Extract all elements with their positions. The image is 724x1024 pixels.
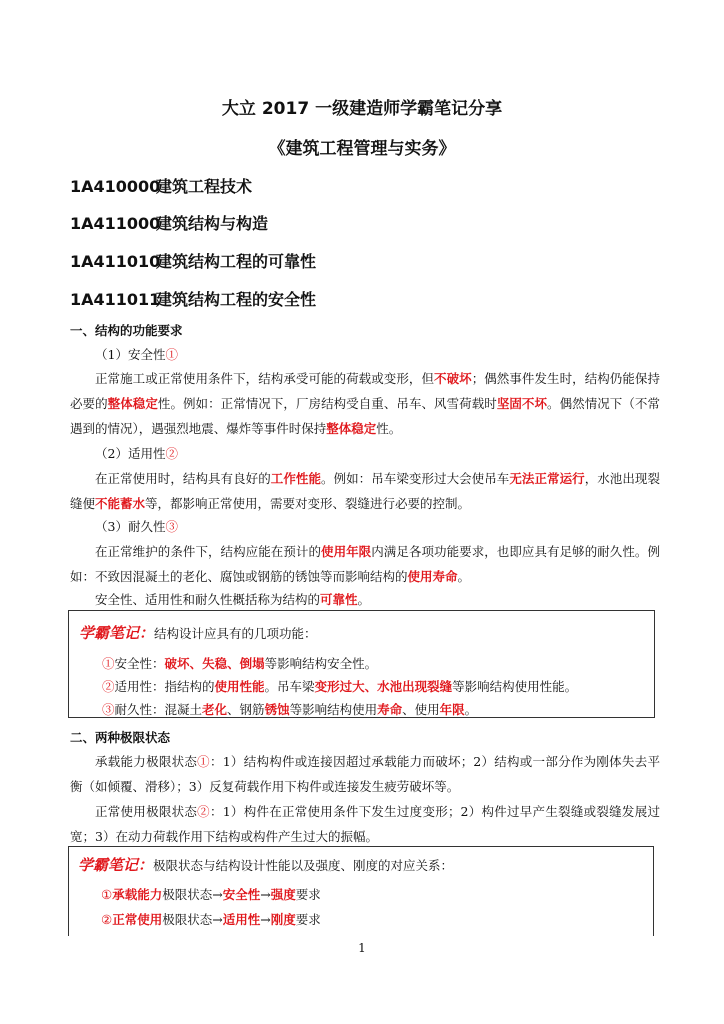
heading-code: 1A411000 <box>70 214 161 233</box>
circled-marker: ② <box>165 446 178 461</box>
note-box-left-rule <box>68 846 69 936</box>
highlight: 承载能力 <box>112 887 163 902</box>
highlight: 水池出现裂缝 <box>377 679 453 694</box>
note-label: 学霸笔记： <box>79 624 155 642</box>
text: 耐久性：混凝土 <box>114 702 203 717</box>
highlight: 适用性 <box>222 912 261 927</box>
subheading-applicability <box>95 441 178 466</box>
heading-text: 建筑结构工程的可靠性 <box>156 252 317 271</box>
text: 、使用 <box>402 702 440 717</box>
text: 要求 <box>295 912 321 927</box>
note-line-applicability <box>102 674 577 699</box>
subheading-durability <box>95 514 178 539</box>
text: 适用性：指结构的 <box>114 679 215 694</box>
highlight: 老化 <box>202 702 228 717</box>
heading-1a411010 <box>70 249 316 272</box>
text: → <box>260 912 271 927</box>
highlight: 倒塌 <box>239 656 265 671</box>
highlight: 使用寿命 <box>407 569 458 584</box>
text: 、钢筋 <box>227 702 265 717</box>
circled-marker: ① <box>101 887 113 902</box>
study-note-box-1 <box>68 610 655 718</box>
note2-line-ultimate <box>101 882 321 907</box>
subheading-label: （1）安全性 <box>95 347 166 362</box>
note-label: 学霸笔记： <box>78 856 154 874</box>
text: 在正常使用时，结构具有良好的 <box>95 471 271 486</box>
note-box-right-rule <box>653 846 654 936</box>
text: 要求 <box>295 887 321 902</box>
text: 。例如：吊车梁变形过大会使吊车 <box>321 471 510 486</box>
text: 承载能力极限状态 <box>95 754 198 769</box>
heading-text: 建筑结构与构造 <box>156 214 269 233</box>
highlight: 锈蚀 <box>264 702 290 717</box>
section-title-limit-states: 二、两种极限状态 <box>70 730 171 745</box>
highlight: 正常使用 <box>112 912 163 927</box>
highlight: 工作性能 <box>270 471 322 486</box>
text: 。 <box>357 592 371 607</box>
text: ，水池出现裂缝便 <box>70 471 660 511</box>
note2-line-serviceability <box>101 907 321 932</box>
circled-marker: ① <box>165 347 178 362</box>
heading-text: 建筑工程技术 <box>156 177 253 196</box>
subheading-label: （2）适用性 <box>95 446 166 461</box>
highlight: 、 <box>227 656 240 671</box>
highlight: 可靠性 <box>320 592 358 607</box>
circled-marker: ③ <box>102 702 115 717</box>
text: 安全性、适用性和耐久性概括称为结构的 <box>95 592 321 607</box>
highlight: 刚度 <box>270 912 296 927</box>
paragraph-serviceability-limit-state <box>70 799 660 849</box>
text: 。 <box>464 702 478 717</box>
text: 等，都影响正常使用，需要对变形、裂缝进行必要的控制。 <box>145 496 471 511</box>
text: ；偶然事件发生时，结构仍能保持必要的 <box>70 371 660 411</box>
highlight: 不能蓄水 <box>95 496 146 511</box>
highlight: 坚固不坏 <box>496 396 548 411</box>
heading-code: 1A411011 <box>70 290 161 309</box>
note-header <box>79 621 317 646</box>
highlight: 寿命 <box>377 702 403 717</box>
heading-1a411000 <box>70 211 268 234</box>
text: 。吊车梁 <box>264 679 315 694</box>
document-subtitle: 《建筑工程管理与实务》 <box>268 139 456 159</box>
text: → <box>260 887 271 902</box>
text: 正常使用极限状态 <box>95 804 198 819</box>
text: ：1）结构构件或连接因超过承载能力而破坏；2）结构或一部分作为刚体失去平衡（如倾覆、滑移）；3）反复荷载作用下构件或连接发生疲劳破坏等。 <box>70 754 660 794</box>
highlight: 、 <box>364 679 378 694</box>
circled-marker: ① <box>197 754 210 769</box>
highlight: 强度 <box>270 887 296 902</box>
text: ：1）构件在正常使用条件下发生过度变形；2）构件过早产生裂缝或裂缝发展过宽；3）在动力荷载作用下结构或构件产生过大的振幅。 <box>70 804 660 844</box>
paragraph-durability <box>70 539 660 589</box>
paragraph-safety <box>70 366 660 441</box>
heading-1a411011 <box>70 287 316 310</box>
circled-marker: ③ <box>165 519 178 534</box>
note-box-top-rule <box>68 846 653 847</box>
text: 等影响结构安全性。 <box>264 656 378 671</box>
text: 极限状态→ <box>162 887 223 902</box>
paragraph-ultimate-limit-state <box>70 749 660 799</box>
circled-marker: ② <box>102 679 115 694</box>
circled-marker: ① <box>102 656 115 671</box>
note-intro: 结构设计应具有的几项功能： <box>154 626 317 641</box>
highlight: 使用性能 <box>214 679 265 694</box>
text: 。偶然情况下（不常遇到的情况），遇强烈地震、爆炸等事件时保持 <box>70 396 660 436</box>
highlight: 安全性 <box>222 887 261 902</box>
document-title: 大立 2017 一级建造师学霸笔记分享 <box>221 99 503 119</box>
highlight: 变形过大 <box>314 679 365 694</box>
note2-header <box>78 853 453 878</box>
text: 。 <box>457 569 471 584</box>
section-title-functional-requirements: 一、结构的功能要求 <box>70 323 183 338</box>
circled-marker: ② <box>197 804 210 819</box>
text: 性。 <box>376 421 402 436</box>
heading-code: 1A410000 <box>70 177 161 196</box>
highlight: 整体稳定 <box>107 396 158 411</box>
highlight: 失稳 <box>202 656 228 671</box>
paragraph-applicability <box>70 466 660 516</box>
circled-marker: ② <box>101 912 113 927</box>
note-intro: 极限状态与结构设计性能以及强度、刚度的对应关系： <box>153 858 454 873</box>
highlight: 年限 <box>439 702 465 717</box>
highlight: 、 <box>189 656 203 671</box>
heading-code: 1A411010 <box>70 252 161 271</box>
highlight: 整体稳定 <box>326 421 377 436</box>
heading-1a410000 <box>70 174 252 197</box>
page-number: 1 <box>358 941 366 955</box>
text: 性。例如：正常情况下，厂房结构受自重、吊车、风雪荷载时 <box>157 396 497 411</box>
highlight: 使用年限 <box>321 544 372 559</box>
text: 等影响结构使用 <box>289 702 378 717</box>
text: 正常施工或正常使用条件下，结构承受可能的荷载或变形，但 <box>95 371 435 386</box>
paragraph-summary <box>70 587 660 612</box>
highlight: 破坏 <box>164 656 190 671</box>
text: 极限状态→ <box>162 912 223 927</box>
subheading-safety <box>95 342 178 367</box>
text: 等影响结构使用性能。 <box>452 679 578 694</box>
heading-text: 建筑结构工程的安全性 <box>156 290 317 309</box>
text: 内满足各项功能要求，也即应具有足够的耐久性。例如：不致因混凝土的老化、腐蚀或钢筋的锈蚀等而影响结构的 <box>70 544 660 584</box>
subheading-label: （3）耐久性 <box>95 519 166 534</box>
text: 安全性： <box>114 656 165 671</box>
highlight: 不破坏 <box>434 371 472 386</box>
highlight: 无法正常运行 <box>509 471 585 486</box>
text: 在正常维护的条件下，结构应能在预计的 <box>95 544 322 559</box>
note-line-safety <box>102 651 377 676</box>
note-line-durability <box>102 697 477 722</box>
